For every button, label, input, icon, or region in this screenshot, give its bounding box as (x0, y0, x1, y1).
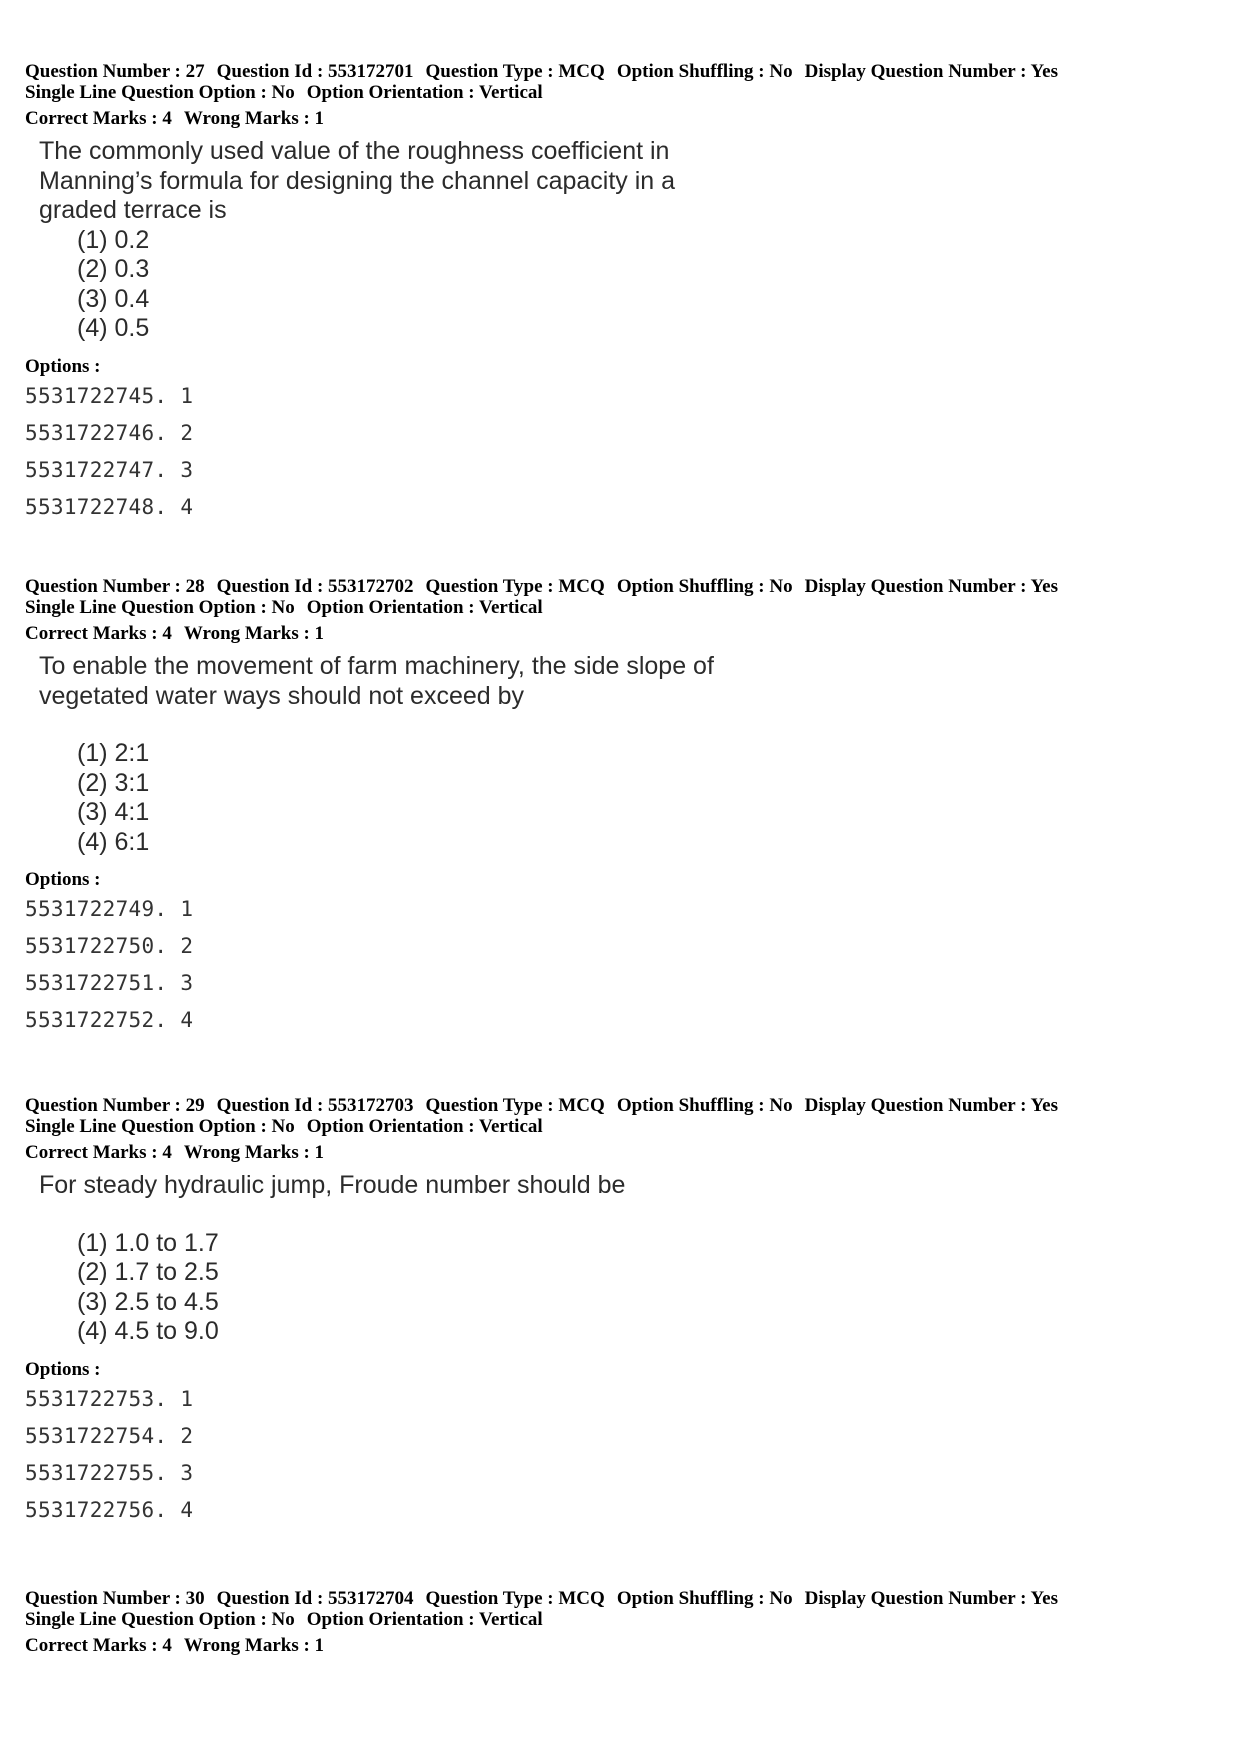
correct-marks: Correct Marks : 4 (25, 623, 172, 644)
option-id-row: 5531722745. 1 (25, 383, 194, 408)
options-label: Options : (25, 869, 101, 890)
choice-item: (2) 0.3 (77, 255, 150, 283)
question-text-line: Manning’s formula for designing the channel capacity in a (39, 166, 676, 195)
choice-item: (1) 1.0 to 1.7 (77, 1228, 219, 1257)
question-id: Question Id : 553172702 (216, 576, 414, 597)
choice-item: (4) 6:1 (77, 827, 150, 856)
question-type: Question Type : MCQ (425, 1588, 605, 1609)
option-orientation: Option Orientation : Vertical (306, 82, 543, 103)
option-shuffling: Option Shuffling : No (616, 1095, 793, 1116)
question-text (25, 652, 1220, 857)
marks-line (25, 1142, 1220, 1163)
single-line-option: Single Line Question Option : No (25, 597, 295, 618)
question-text-line: To enable the movement of farm machinery, the side slope of (39, 652, 714, 680)
question-block-28 (25, 576, 1220, 1042)
question-meta-line1 (25, 576, 1220, 597)
choice-item: (3) 0.4 (77, 284, 150, 313)
question-meta-line1 (25, 1095, 1220, 1116)
choice-list (39, 226, 1220, 344)
choice-item: (4) 0.5 (77, 314, 150, 342)
choice-item: (3) 4:1 (77, 798, 150, 826)
option-id-row: 5531722750. 2 (25, 934, 194, 958)
option-orientation: Option Orientation : Vertical (306, 1609, 543, 1630)
option-id-row: 5531722749. 1 (25, 897, 194, 921)
option-id-row: 5531722753. 1 (25, 1386, 194, 1411)
single-line-option: Single Line Question Option : No (25, 82, 295, 103)
question-text (25, 1171, 1220, 1347)
option-id-row: 5531722756. 4 (25, 1497, 194, 1522)
option-id-row: 5531722747. 3 (25, 457, 194, 482)
correct-marks: Correct Marks : 4 (25, 1635, 172, 1656)
option-id-list (25, 381, 1220, 529)
wrong-marks: Wrong Marks : 1 (183, 623, 325, 644)
option-id-row: 5531722746. 2 (25, 420, 194, 445)
question-block-30 (25, 1588, 1220, 1656)
option-orientation: Option Orientation : Vertical (306, 1116, 543, 1137)
option-id-list (25, 894, 1220, 1042)
single-line-option: Single Line Question Option : No (25, 1116, 295, 1137)
question-number: Question Number : 28 (25, 576, 205, 597)
question-type: Question Type : MCQ (425, 1095, 605, 1116)
choice-list (39, 739, 1220, 857)
options-label: Options : (25, 355, 101, 377)
question-meta-line2 (25, 597, 1220, 618)
question-text (25, 137, 1220, 344)
wrong-marks: Wrong Marks : 1 (183, 1142, 325, 1163)
options-label: Options : (25, 1358, 101, 1380)
question-text-line: vegetated water ways should not exceed by (39, 681, 525, 710)
choice-item: (2) 1.7 to 2.5 (77, 1258, 219, 1286)
option-id-row: 5531722754. 2 (25, 1423, 194, 1448)
option-shuffling: Option Shuffling : No (616, 1588, 793, 1609)
question-id: Question Id : 553172703 (216, 1095, 414, 1116)
question-id: Question Id : 553172701 (216, 61, 414, 82)
question-meta-line2 (25, 82, 1220, 103)
question-number: Question Number : 27 (25, 61, 205, 82)
question-number: Question Number : 30 (25, 1588, 205, 1609)
question-id: Question Id : 553172704 (216, 1588, 414, 1609)
wrong-marks: Wrong Marks : 1 (183, 108, 325, 129)
question-block-29 (25, 1095, 1220, 1532)
marks-line (25, 1635, 1220, 1656)
choice-item: (1) 2:1 (77, 739, 150, 767)
option-id-row: 5531722748. 4 (25, 494, 194, 519)
option-shuffling: Option Shuffling : No (616, 576, 793, 597)
choice-item: (4) 4.5 to 9.0 (77, 1317, 219, 1345)
option-id-row: 5531722751. 3 (25, 971, 194, 995)
correct-marks: Correct Marks : 4 (25, 108, 172, 129)
option-id-row: 5531722752. 4 (25, 1008, 194, 1032)
correct-marks: Correct Marks : 4 (25, 1142, 172, 1163)
display-question-number: Display Question Number : Yes (804, 1588, 1058, 1609)
question-number: Question Number : 29 (25, 1095, 205, 1116)
question-text-line: The commonly used value of the roughness coefficient in (39, 137, 670, 165)
question-block-27 (25, 61, 1220, 529)
display-question-number: Display Question Number : Yes (804, 1095, 1058, 1116)
choice-item: (1) 0.2 (77, 225, 150, 254)
option-id-row: 5531722755. 3 (25, 1460, 194, 1485)
question-meta-line2 (25, 1116, 1220, 1137)
question-meta-line1 (25, 1588, 1220, 1609)
option-id-list (25, 1384, 1220, 1532)
question-type: Question Type : MCQ (425, 61, 605, 82)
question-meta-line1 (25, 61, 1220, 82)
question-meta-line2 (25, 1609, 1220, 1630)
wrong-marks: Wrong Marks : 1 (183, 1635, 325, 1656)
question-text-line: For steady hydraulic jump, Froude number should be (39, 1171, 626, 1199)
option-shuffling: Option Shuffling : No (616, 61, 793, 82)
question-text-line: graded terrace is (39, 196, 227, 224)
option-orientation: Option Orientation : Vertical (306, 597, 543, 618)
marks-line (25, 623, 1220, 644)
choice-list (39, 1229, 1220, 1347)
single-line-option: Single Line Question Option : No (25, 1609, 295, 1630)
display-question-number: Display Question Number : Yes (804, 61, 1058, 82)
choice-item: (3) 2.5 to 4.5 (77, 1287, 219, 1316)
question-type: Question Type : MCQ (425, 576, 605, 597)
marks-line (25, 108, 1220, 129)
display-question-number: Display Question Number : Yes (804, 576, 1058, 597)
choice-item: (2) 3:1 (77, 768, 150, 797)
